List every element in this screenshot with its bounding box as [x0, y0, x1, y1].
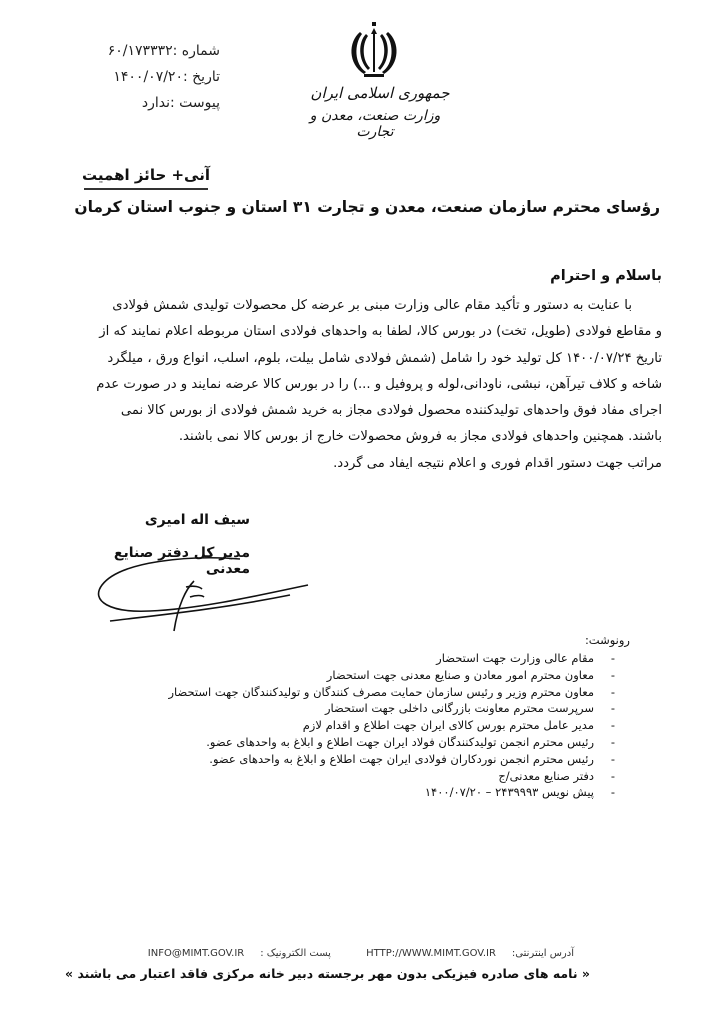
cc-item [200, 784, 620, 801]
bullet-dash-icon: - [610, 734, 616, 749]
body-line: باشند. همچنین واحدهای فولادی مجاز به فروش محصولات خارج از بورس کالا نمی باشند. [178, 429, 662, 445]
footer-email [140, 948, 339, 959]
bullet-dash-icon: - [610, 768, 616, 783]
bullet-dash-icon: - [610, 651, 616, 665]
cc-item-text: سرپرست محترم معاونت بازرگانی داخلی جهت استحضار [324, 701, 594, 716]
header-republic-title: جمهوری اسلامی ایران [310, 84, 450, 102]
bullet-dash-icon: - [610, 684, 616, 699]
body-line: شاخه و کلاف تیرآهن، نبشی، ناودانی،لوله و پروفیل و ...) را در بورس کالا عرضه نمایند و در صورت عدم [96, 376, 662, 392]
urgency-underline [84, 188, 208, 190]
body-line: مراتب جهت دستور اقدام فوری و اعلام نتیجه ایفاد می گردد. [333, 455, 662, 471]
handwritten-signature-icon [90, 555, 310, 635]
cc-item-text: رئیس محترم انجمن تولیدکنندگان فولاد ایران جهت اطلاع و ابلاغ به واحدهای عضو. [206, 734, 594, 749]
bullet-dash-icon: - [610, 718, 616, 733]
body-line: تاریخ ۱۴۰۰/۰۷/۲۴ کل تولید خود را شامل (شمش فولادی شامل بیلت، بلوم، اسلب، انواع ورق ، میلگرد [107, 350, 662, 366]
letter-attachment [60, 90, 220, 116]
cc-item [200, 717, 620, 734]
greeting: باسلام و احترام [550, 268, 662, 284]
letter-date-value: ۱۴۰۰/۰۷/۲۰ [113, 69, 183, 85]
footer-website [358, 948, 582, 959]
cc-item [168, 684, 620, 701]
cc-item-text: معاون محترم وزیر و رئیس سازمان حمایت مصرف کنندگان و تولیدکنندگان جهت استحضار [168, 684, 594, 699]
footer-validity-note: « نامه های صادره فیزیکی بدون مهر برجسته دبیر خانه مرکزی فاقد اعتبار می باشند » [65, 966, 590, 981]
recipient-heading: رؤسای محترم سازمان صنعت، معدن و تجارت ۳۱ استان و جنوب استان کرمان [74, 198, 660, 216]
email-link[interactable]: INFO@MIMT.GOV.IR [147, 948, 245, 959]
cc-item-text: دفتر صنایع معدنی/ج [498, 768, 594, 783]
header-ministry-title: وزارت صنعت، معدن و تجارت [309, 108, 441, 140]
letter-attachment-value: ندارد [141, 95, 170, 111]
footer-contact [147, 948, 590, 959]
cc-list [168, 650, 620, 801]
bullet-dash-icon: - [610, 667, 616, 682]
cc-item-text: رئیس محترم انجمن نوردکاران فولادی ایران جهت اطلاع و ابلاغ به واحدهای عضو. [209, 751, 594, 766]
cc-item-text: معاون محترم امور معادن و صنایع معدنی جهت استحضار [326, 667, 594, 682]
cc-item [200, 734, 620, 751]
letter-number-label: شماره : [172, 43, 220, 59]
bullet-dash-icon: - [610, 751, 616, 766]
cc-item [200, 667, 620, 684]
cc-item-text: پیش نویس ۲۴۳۹۹۹۳ – ۱۴۰۰/۰۷/۲۰ [424, 785, 594, 800]
letter-body [96, 293, 662, 477]
letter-date-label: تاریخ : [182, 69, 220, 85]
signatory-name: سیف اله امیری [144, 512, 250, 528]
cc-item-text: مقام عالی وزارت جهت استحضار [436, 651, 594, 665]
website-link[interactable]: HTTP://WWW.MIMT.GOV.IR [366, 948, 496, 959]
signatory-title: مدیر کل دفتر صنایع معدنی [113, 545, 250, 577]
body-line: اجرای مفاد فوق واحدهای تولیدکننده محصول فولادی مجاز به خرید شمش فولادی از بورس کالا نمی [120, 403, 662, 419]
email-label: پست الکترونیک : [260, 948, 331, 959]
body-line: و مقاطع فولادی (طویل، تخت) در بورس کالا، لطفا به واحدهای فولادی استان مربوطه اعلام نمایند که از [99, 324, 662, 340]
letter-date [60, 64, 220, 90]
letter-meta [60, 38, 220, 116]
bullet-dash-icon: - [610, 701, 616, 716]
website-label: آدرس اینترنتی: [511, 948, 574, 959]
cc-title: رونوشت: [584, 633, 630, 647]
letter-number-value: ۶۰/۱۷۳۳۳۲ [107, 43, 173, 59]
body-line: با عنایت به دستور و تأکید مقام عالی وزارت مبنی بر عرضه کل محصولات تولیدی شمش فولادی [112, 298, 632, 313]
iran-emblem-icon [344, 20, 404, 80]
cc-item [200, 650, 620, 667]
bullet-dash-icon: - [610, 785, 616, 800]
cc-item [200, 751, 620, 768]
letter-number [60, 38, 220, 64]
letter-attachment-label: پیوست : [170, 95, 220, 111]
cc-item [200, 768, 620, 785]
cc-item-text: مدیر عامل محترم بورس کالای ایران جهت اطلاع و اقدام لازم [302, 718, 594, 733]
urgency-label: آنی+ حائز اهمیت [82, 166, 210, 184]
cc-item [200, 700, 620, 717]
